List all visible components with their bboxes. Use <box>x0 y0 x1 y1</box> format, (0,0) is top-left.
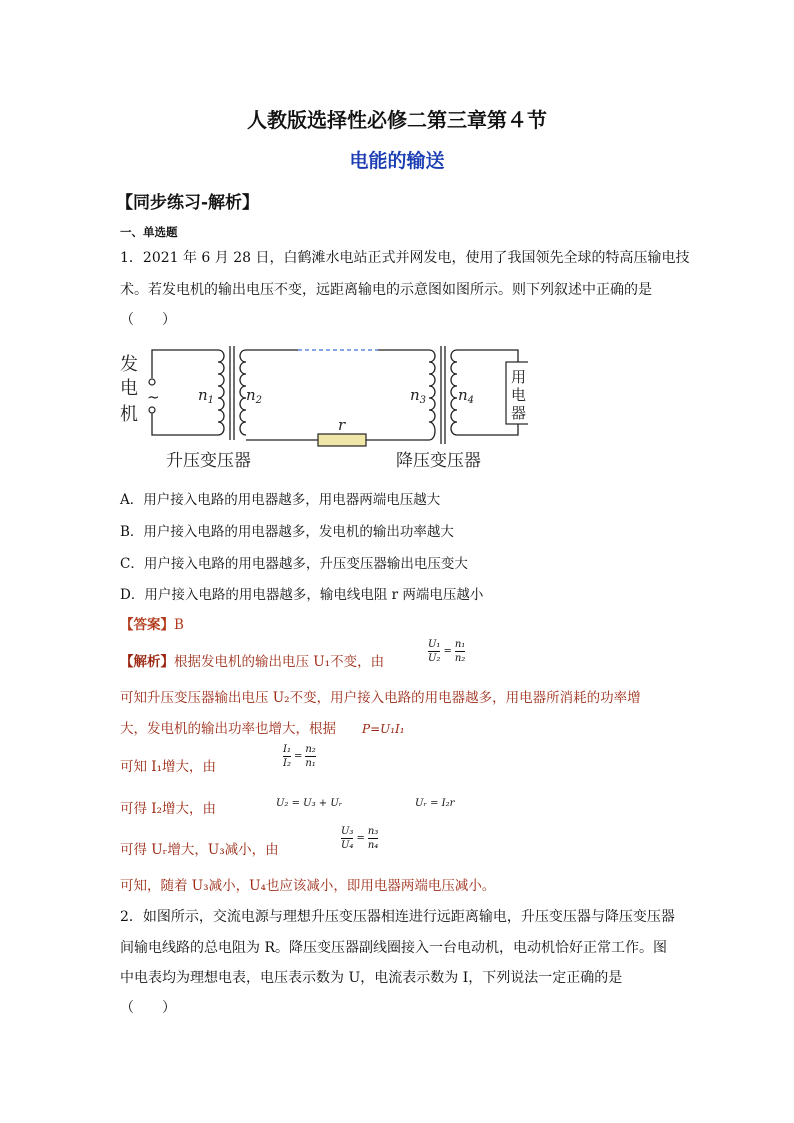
load-label-2: 电 <box>511 386 527 404</box>
question-1-line-2: 术。若发电机的输出电压不变，远距离输电的示意图如图所示。则下列叙述中正确的是 <box>120 282 652 298</box>
formula-voltage-ratio-2: U₃ U₄ = n₃ n₄ <box>341 826 379 851</box>
explanation-label: 【解析】 <box>120 654 174 670</box>
explanation-line-3: 大，发电机的输出功率也增大，根据 P=U₁I₁ <box>120 721 405 737</box>
question-2-paren: （ ） <box>120 1000 176 1016</box>
explanation-line-4: 可知 I₁增大，由 <box>120 759 217 775</box>
load-label-3: 器 <box>511 404 527 422</box>
turns-n3: $n_3$ <box>410 386 427 406</box>
explanation-line-2: 可知升压变压器输出电压 U₂不变，用户接入电路的用电器越多，用电器所消耗的功率增 <box>120 690 641 706</box>
explanation-line-7: 可知，随着 U₃减小，U₄也应该减小，即用电器两端电压减小。 <box>120 878 496 894</box>
explanation-line-1: 【解析】根据发电机的输出电压 U₁不变，由 <box>120 654 385 670</box>
option-d: D．用户接入电路的用电器越多，输电线电阻 r 两端电压越小 <box>120 587 484 603</box>
answer-line <box>120 613 184 633</box>
secondary-coil-4 <box>451 350 457 435</box>
terminal <box>149 407 155 413</box>
question-2-line-3: 中电表均为理想电表，电压表示数为 U，电流表示数为 I，下列说法一定正确的是 <box>120 970 623 986</box>
terminal <box>149 379 155 385</box>
formula-line-drop: Uᵣ = I₂r <box>415 798 455 809</box>
turns-n1: $n_1$ <box>198 386 215 406</box>
explanation-line-6: 可得 Uᵣ增大，U₃减小，由 <box>120 842 279 858</box>
subsection-heading: 一、单选题 <box>120 225 178 239</box>
question-2-line-2: 间输电线路的总电阻为 R。降压变压器副线圈接入一台电动机，电动机恰好正常工作。图 <box>120 940 667 956</box>
step-up-label: 升压变压器 <box>166 451 251 471</box>
generator-label-1: 发 <box>120 354 138 375</box>
wire <box>152 412 218 435</box>
question-2-line-1: 2．如图所示，交流电源与理想升压变压器相连进行远距离输电，升压变压器与降压变压器 <box>120 909 675 925</box>
answer-label: 【答案】 <box>120 617 174 633</box>
formula-voltage-ratio-1: U₁ U₂ = n₁ n₂ <box>428 639 466 664</box>
answer-value: B <box>174 617 184 633</box>
page-title: 人教版选择性必修二第三章第４节 <box>247 108 547 132</box>
generator-label-2: 电 <box>120 378 138 399</box>
page-subtitle: 电能的输送 <box>349 150 445 172</box>
transmission-circuit-figure <box>118 340 528 480</box>
question-1-paren: （ ） <box>120 312 176 328</box>
formula-voltage-sum: U₂ = U₃ + Uᵣ <box>276 798 343 809</box>
resistor-label: r <box>338 416 346 434</box>
formula-current-ratio: I₁ I₂ = n₂ n₁ <box>283 744 316 769</box>
primary-coil-3 <box>429 350 435 440</box>
explanation-line-5: 可得 I₂增大，由 <box>120 801 217 817</box>
wire <box>152 350 218 378</box>
load-label-1: 用 <box>511 368 527 386</box>
step-down-label: 降压变压器 <box>396 451 481 471</box>
primary-coil-1 <box>218 350 224 435</box>
generator-label-3: 机 <box>120 404 138 425</box>
section-heading: 【同步练习-解析】 <box>116 193 260 213</box>
turns-n4: $n_4$ <box>458 386 475 406</box>
option-c: C．用户接入电路的用电器越多，升压变压器输出电压变大 <box>120 556 468 572</box>
question-1-line-1: 1．2021 年 6 月 28 日，白鹤滩水电站正式并网发电，使用了我国领先全球的特高压输电技 <box>120 250 690 266</box>
option-b: B．用户接入电路的用电器越多，发电机的输出功率越大 <box>120 524 454 540</box>
option-a: A．用户接入电路的用电器越多，用电器两端电压越大 <box>120 492 441 508</box>
ac-symbol: ~ <box>147 388 160 406</box>
turns-n2: $n_2$ <box>246 386 263 406</box>
line-resistor <box>318 434 366 446</box>
